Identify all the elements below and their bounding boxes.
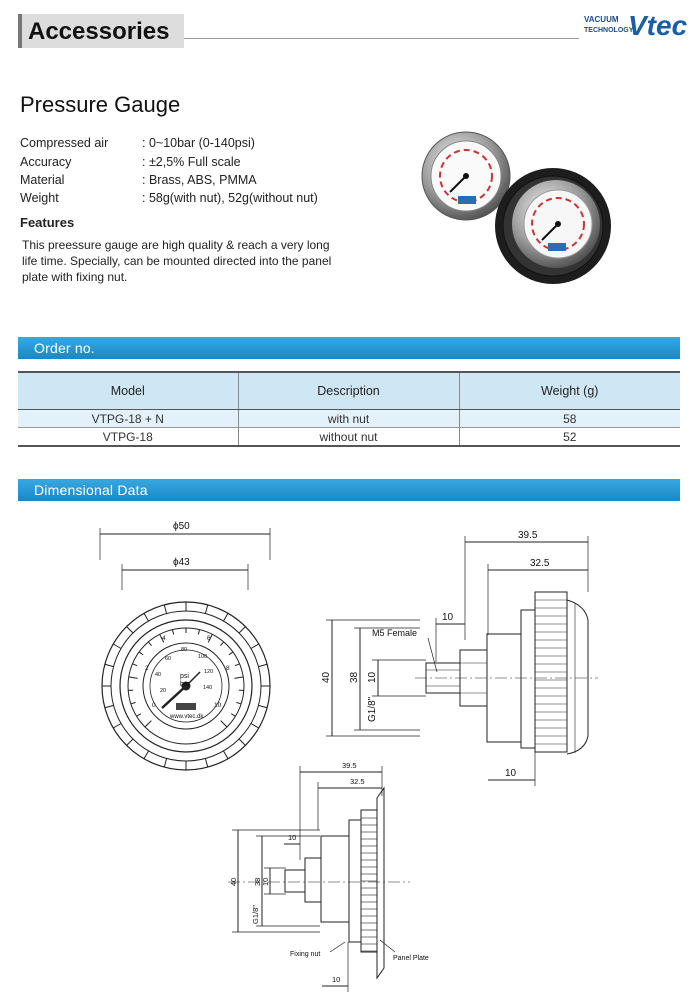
cell-description: without nut bbox=[238, 428, 459, 447]
panel-dim-10-top: 10 bbox=[288, 833, 297, 842]
order-band bbox=[18, 337, 680, 359]
bar-tick-8: 8 bbox=[226, 665, 230, 672]
gauge-logo-mark bbox=[176, 703, 196, 710]
drawing-line bbox=[205, 605, 207, 614]
product-title: Pressure Gauge bbox=[20, 92, 181, 117]
spec-value: : Brass, ABS, PMMA bbox=[142, 173, 257, 187]
psi-tick-140: 140 bbox=[203, 685, 213, 691]
dimensional-band bbox=[18, 479, 680, 501]
bar-tick-4: 4 bbox=[162, 635, 166, 642]
drawing-line bbox=[239, 627, 245, 633]
drawing-line bbox=[229, 652, 233, 655]
features-text: This preessure gauge are high quality & reach a very long life time. Specially, can be mounted directed into the panel plate with fixing nut. bbox=[22, 238, 332, 284]
cell-description: with nut bbox=[238, 410, 459, 428]
logo-line2: TECHNOLOGY bbox=[584, 27, 634, 34]
dim-dia-50: ϕ50 bbox=[173, 521, 190, 532]
drawing-line bbox=[164, 605, 166, 614]
psi-tick-80: 80 bbox=[181, 647, 188, 653]
cell-weight: 58 bbox=[459, 410, 680, 428]
dim-dia-43: ϕ43 bbox=[173, 557, 190, 568]
drawing-line bbox=[235, 664, 240, 666]
gauge-unit-psi: psi bbox=[180, 673, 189, 680]
table-row bbox=[18, 428, 680, 447]
panel-dim-32-5: 32.5 bbox=[350, 777, 365, 786]
panel-dim-39-5: 39.5 bbox=[342, 761, 357, 770]
side-dim-10-top: 10 bbox=[442, 612, 454, 623]
drawing-line bbox=[144, 613, 149, 621]
drawing-line bbox=[221, 721, 227, 727]
drawing-line bbox=[139, 652, 143, 655]
panel-dim-38: 38 bbox=[253, 877, 262, 886]
drawing-line bbox=[145, 721, 151, 727]
spec-label: Compressed air bbox=[20, 136, 109, 150]
drawing-line bbox=[132, 664, 137, 666]
drawing-line bbox=[236, 702, 241, 704]
drawing-line bbox=[113, 724, 121, 729]
drawing-line bbox=[131, 702, 136, 704]
drawing-line bbox=[205, 758, 207, 767]
drawing-line bbox=[127, 627, 133, 633]
psi-tick-20: 20 bbox=[160, 688, 167, 694]
spec-value: : 58g(with nut), 52g(without nut) bbox=[142, 191, 318, 205]
col-description: Description bbox=[238, 372, 459, 410]
product-photo bbox=[418, 118, 613, 290]
drawing-line bbox=[220, 642, 223, 646]
drawing-line bbox=[105, 705, 114, 707]
panel-fixing-nut: Fixing nut bbox=[290, 951, 321, 958]
spec-label: Accuracy bbox=[20, 155, 72, 169]
side-dim-10-bottom: 10 bbox=[505, 768, 517, 779]
side-view bbox=[326, 536, 598, 786]
drawing-line bbox=[251, 724, 259, 729]
gauge-unit-bar: bar bbox=[180, 681, 191, 688]
side-dim-39-5: 39.5 bbox=[518, 530, 538, 541]
order-table bbox=[18, 371, 680, 447]
section-title: Accessories bbox=[28, 18, 170, 45]
col-model: Model bbox=[18, 372, 238, 410]
side-dim-32-5: 32.5 bbox=[530, 558, 550, 569]
bar-tick-0: 0 bbox=[152, 702, 156, 709]
drawing-line bbox=[144, 751, 149, 759]
psi-tick-120: 120 bbox=[204, 669, 214, 675]
side-g18: G1/8" bbox=[367, 696, 378, 722]
drawing-line bbox=[129, 677, 138, 678]
logo-brand: Vtec bbox=[628, 10, 688, 41]
dimensional-heading: Dimensional Data bbox=[34, 482, 148, 498]
order-heading: Order no. bbox=[34, 340, 95, 356]
cell-model: VTPG-18 bbox=[18, 428, 238, 447]
bar-tick-10: 10 bbox=[214, 702, 222, 709]
spec-value: : 0~10bar (0-140psi) bbox=[142, 136, 255, 150]
vtec-logo bbox=[580, 5, 690, 45]
psi-tick-100: 100 bbox=[198, 654, 208, 660]
features-heading: Features bbox=[20, 215, 75, 230]
drawing-line bbox=[127, 739, 133, 745]
table-row bbox=[18, 410, 680, 428]
bar-tick-6: 6 bbox=[207, 635, 211, 642]
drawing-line bbox=[258, 664, 267, 666]
logo-line1: VACUUM bbox=[584, 15, 619, 24]
psi-tick-40: 40 bbox=[155, 672, 162, 678]
panel-g18: G1/8" bbox=[251, 905, 260, 924]
drawing-line bbox=[172, 630, 173, 635]
side-dim-40: 40 bbox=[321, 671, 332, 683]
panel-plate-label: Panel Plate bbox=[393, 955, 429, 962]
drawing-line bbox=[258, 705, 267, 707]
drawing-line bbox=[234, 677, 243, 678]
drawing-line bbox=[164, 758, 166, 767]
drawing-line bbox=[105, 664, 114, 666]
side-dim-10-v: 10 bbox=[367, 671, 378, 683]
spec-label: Material bbox=[20, 173, 65, 187]
drawing-line bbox=[198, 630, 199, 635]
gauge-url: www.vtec.dk bbox=[170, 714, 204, 720]
cell-weight: 52 bbox=[459, 428, 680, 447]
panel-dim-10-bottom: 10 bbox=[332, 975, 341, 984]
cell-model: VTPG-18 + N bbox=[18, 410, 238, 428]
side-dim-38: 38 bbox=[349, 671, 360, 683]
drawing-line bbox=[239, 739, 245, 745]
drawing-line bbox=[224, 751, 229, 759]
drawing-line bbox=[224, 613, 229, 621]
psi-tick-60: 60 bbox=[165, 656, 172, 662]
drawing-line bbox=[137, 714, 141, 717]
table-header-row bbox=[18, 372, 680, 410]
spec-label: Weight bbox=[20, 191, 59, 205]
panel-dim-40: 40 bbox=[229, 877, 238, 886]
panel-dim-10-v: 10 bbox=[261, 877, 270, 886]
bar-tick-2: 2 bbox=[145, 665, 149, 672]
spec-value: : ±2,5% Full scale bbox=[142, 155, 241, 169]
drawing-line bbox=[231, 714, 235, 717]
drawing-line bbox=[251, 644, 259, 649]
header-divider bbox=[184, 38, 579, 39]
drawing-line bbox=[148, 642, 151, 646]
dimensional-drawing bbox=[0, 500, 700, 1008]
drawing-line bbox=[113, 644, 121, 649]
side-m5-label: M5 Female bbox=[372, 628, 418, 638]
col-weight: Weight (g) bbox=[459, 372, 680, 410]
